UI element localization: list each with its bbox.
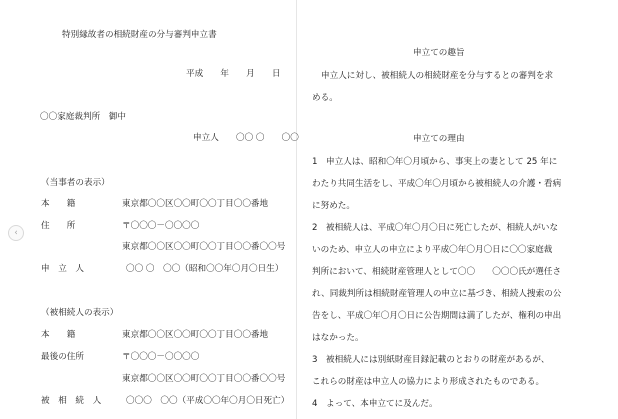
purpose-line: 申立人に対し、被相続人の相続財産を分与するとの審判を求 xyxy=(321,71,554,81)
decedent-postal-code: 〒〇〇〇－〇〇〇〇 xyxy=(122,352,200,362)
honseki-value: 東京都〇〇区〇〇町〇〇丁目〇〇番地 xyxy=(122,199,269,209)
reason-line: これらの財産は申立人の協力により形成されたものである。 xyxy=(312,377,545,387)
reason-line: 3 被相続人には別紙財産目録記載のとおりの財産があるが、 xyxy=(312,355,550,365)
reason-heading: 申立ての理由 xyxy=(413,134,465,144)
decedent-last-address-label: 最後の住所 xyxy=(41,352,84,362)
address-postal-code: 〒〇〇〇－〇〇〇〇 xyxy=(122,221,200,231)
decedent-honseki-label: 本 籍 xyxy=(41,330,76,340)
reason-line: 2 被相続人は、平成〇年〇月〇日に死亡したが、相続人がいな xyxy=(312,223,559,233)
reason-line: 4 よって、本申立てに及んだ。 xyxy=(312,399,438,409)
decedent-name-value: 〇〇〇 〇〇（平成〇〇年〇月〇日死亡） xyxy=(126,396,290,406)
reason-line: 1 申立人は、昭和〇年〇月頃から、事実上の妻として 25 年に xyxy=(312,157,558,167)
reason-line: れ、同裁判所は相続財産管理人の申立に基づき、相続人捜索の公 xyxy=(312,289,562,299)
reason-line: わたり共同生活をし、平成〇年〇月頃から被相続人の介護・看病 xyxy=(312,179,562,189)
reason-line: はなかった。 xyxy=(312,333,364,343)
purpose-line: める。 xyxy=(312,93,338,103)
address-value: 東京都〇〇区〇〇町〇〇丁目〇〇番〇〇号 xyxy=(122,242,286,252)
filing-date: 平成 年 月 日 xyxy=(186,69,281,79)
reason-line: 告をし、平成〇年〇月〇日に公告期間は満了したが、権利の申出 xyxy=(312,311,562,321)
decedent-address: 東京都〇〇区〇〇町〇〇丁目〇〇番〇〇号 xyxy=(122,374,286,384)
court-addressee: 〇〇家庭裁判所 御中 xyxy=(40,112,126,122)
applicant-signature: 申立人 〇〇 〇 〇〇 xyxy=(193,133,299,143)
reason-line: 判所において、相続財産管理人として〇〇 〇〇〇氏が選任さ xyxy=(312,267,562,277)
applicant-label: 申 立 人 xyxy=(41,264,84,274)
address-label: 住 所 xyxy=(41,221,76,231)
purpose-heading: 申立ての趣旨 xyxy=(413,48,465,58)
honseki-label: 本 籍 xyxy=(41,199,76,209)
reason-line: いのため、申立人の申立により平成〇年〇月〇日に〇〇家庭裁 xyxy=(312,245,553,255)
applicant-value: 〇〇 〇 〇〇（昭和〇〇年〇月〇日生） xyxy=(126,264,284,274)
decedent-name-label: 被 相 続 人 xyxy=(41,396,102,406)
reason-line: に努めた。 xyxy=(312,201,355,211)
page-divider xyxy=(296,0,297,419)
document-title: 特別縁故者の相続財産の分与審判申立書 xyxy=(62,30,217,40)
prev-page-arrow-icon[interactable]: ‹ xyxy=(8,225,24,241)
decedent-section-heading: （被相続人の表示） xyxy=(41,308,119,318)
parties-section-heading: （当事者の表示） xyxy=(41,178,110,188)
decedent-honseki-value: 東京都〇〇区〇〇町〇〇丁目〇〇番地 xyxy=(122,330,269,340)
